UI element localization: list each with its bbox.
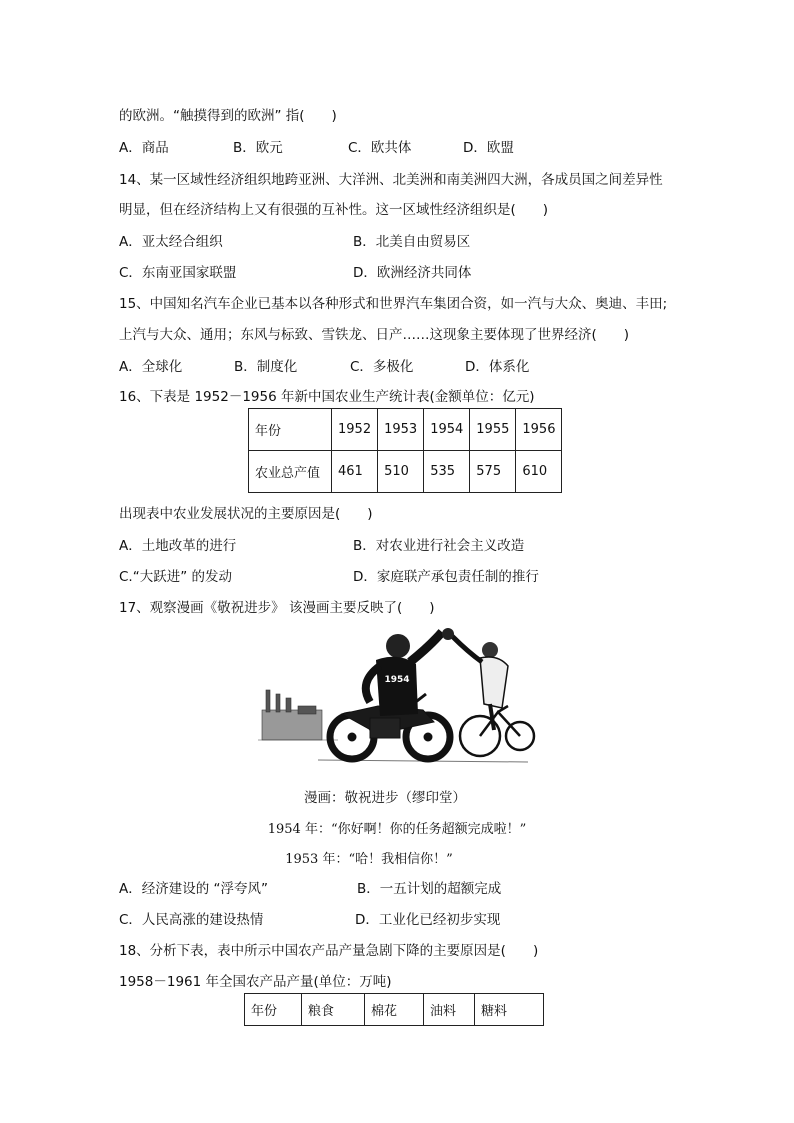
q16-header-cell: 年份 bbox=[249, 409, 332, 451]
q14-option-c[interactable]: C．东南亚国家联盟 bbox=[119, 265, 237, 281]
q17-option-c[interactable]: C．人民高涨的建设热情 bbox=[119, 912, 264, 928]
cartoon-illustration bbox=[258, 622, 538, 772]
q16-header-cell: 1953 bbox=[378, 409, 424, 451]
q13-option-a[interactable]: A．商品 bbox=[119, 140, 169, 156]
q18-line-1: 18、分析下表，表中所示中国农产品产量急剧下降的主要原因是( ) bbox=[119, 943, 539, 959]
q18-header-cell: 年份 bbox=[245, 994, 302, 1026]
q16-table bbox=[248, 408, 562, 493]
q14-line-1: 14、某一区域性经济组织地跨亚洲、大洋洲、北美洲和南美洲四大洲，各成员国之间差异性 bbox=[119, 172, 663, 188]
cartoon-speech-1953: 1953 年：“哈！我相信你！” bbox=[285, 852, 453, 867]
q16-header-cell: 1956 bbox=[516, 409, 562, 451]
q16-header-cell: 1955 bbox=[470, 409, 516, 451]
q16-line-2: 出现表中农业发展状况的主要原因是( ) bbox=[119, 506, 373, 522]
q18-line-2: 1958－1961 年全国农产品产量(单位：万吨) bbox=[119, 974, 392, 990]
q15-line-2: 上汽与大众、通用；东风与标致、雪铁龙、日产……这现象主要体现了世界经济( ) bbox=[119, 327, 630, 343]
q14-option-a[interactable]: A．亚太经合组织 bbox=[119, 234, 223, 250]
q16-option-c[interactable]: C.“大跃进” 的发动 bbox=[119, 569, 232, 585]
q13-option-c[interactable]: C．欧共体 bbox=[348, 140, 412, 156]
cartoon-speech-1954: 1954 年：“你好啊！你的任务超额完成啦！” bbox=[267, 822, 527, 837]
q16-data-cell: 575 bbox=[470, 451, 516, 493]
q16-data-cell: 461 bbox=[332, 451, 378, 493]
q17-option-a[interactable]: A．经济建设的 “浮夸风” bbox=[119, 881, 269, 897]
cartoon-caption: 漫画：敬祝进步（缪印堂） bbox=[304, 790, 466, 806]
q16-data-cell: 610 bbox=[516, 451, 562, 493]
q15-option-a[interactable]: A．全球化 bbox=[119, 359, 183, 375]
handshake bbox=[442, 628, 454, 640]
q13-text: 的欧洲。“触摸得到的欧洲” 指( ) bbox=[119, 108, 337, 124]
q18-header-cell: 棉花 bbox=[365, 994, 424, 1026]
factory-skyline bbox=[258, 690, 338, 740]
q16-option-b[interactable]: B．对农业进行社会主义改造 bbox=[353, 538, 525, 554]
q18-header-cell: 油料 bbox=[424, 994, 475, 1026]
q15-option-d[interactable]: D．体系化 bbox=[465, 359, 530, 375]
q18-header-cell: 糖料 bbox=[475, 994, 544, 1026]
q15-option-c[interactable]: C．多极化 bbox=[350, 359, 414, 375]
q15-line-1: 15、中国知名汽车企业已基本以各种形式和世界汽车集团合资，如一汽与大众、奥迪、丰田; bbox=[119, 296, 668, 312]
q16-option-a[interactable]: A．土地改革的进行 bbox=[119, 538, 237, 554]
q14-option-d[interactable]: D．欧洲经济共同体 bbox=[353, 265, 472, 281]
q13-option-b[interactable]: B．欧元 bbox=[233, 140, 283, 156]
q16-data-cell: 农业总产值 bbox=[249, 451, 332, 493]
q16-option-d[interactable]: D．家庭联产承包责任制的推行 bbox=[353, 569, 539, 585]
q17-option-b[interactable]: B．一五计划的超额完成 bbox=[357, 881, 502, 897]
q16-header-cell: 1954 bbox=[424, 409, 470, 451]
q15-option-b[interactable]: B．制度化 bbox=[234, 359, 298, 375]
q16-data-cell: 535 bbox=[424, 451, 470, 493]
q14-line-2: 明显，但在经济结构上又有很强的互补性。这一区域性经济组织是( ) bbox=[119, 202, 549, 218]
motorcycle-rider bbox=[366, 632, 442, 716]
q17-option-d[interactable]: D．工业化已经初步实现 bbox=[355, 912, 501, 928]
jersey-number: 1954 bbox=[384, 675, 410, 685]
q16-header-cell: 1952 bbox=[332, 409, 378, 451]
q13-option-d[interactable]: D．欧盟 bbox=[463, 140, 514, 156]
bicycle bbox=[460, 706, 534, 756]
q16-data-cell: 510 bbox=[378, 451, 424, 493]
q14-option-b[interactable]: B．北美自由贸易区 bbox=[353, 234, 471, 250]
q17-line-1: 17、观察漫画《敬祝进步》 该漫画主要反映了( ) bbox=[119, 600, 435, 616]
q18-table bbox=[244, 993, 544, 1026]
q16-line-1: 16、下表是 1952－1956 年新中国农业生产统计表(金额单位：亿元) bbox=[119, 389, 535, 405]
q18-header-cell: 粮食 bbox=[302, 994, 365, 1026]
